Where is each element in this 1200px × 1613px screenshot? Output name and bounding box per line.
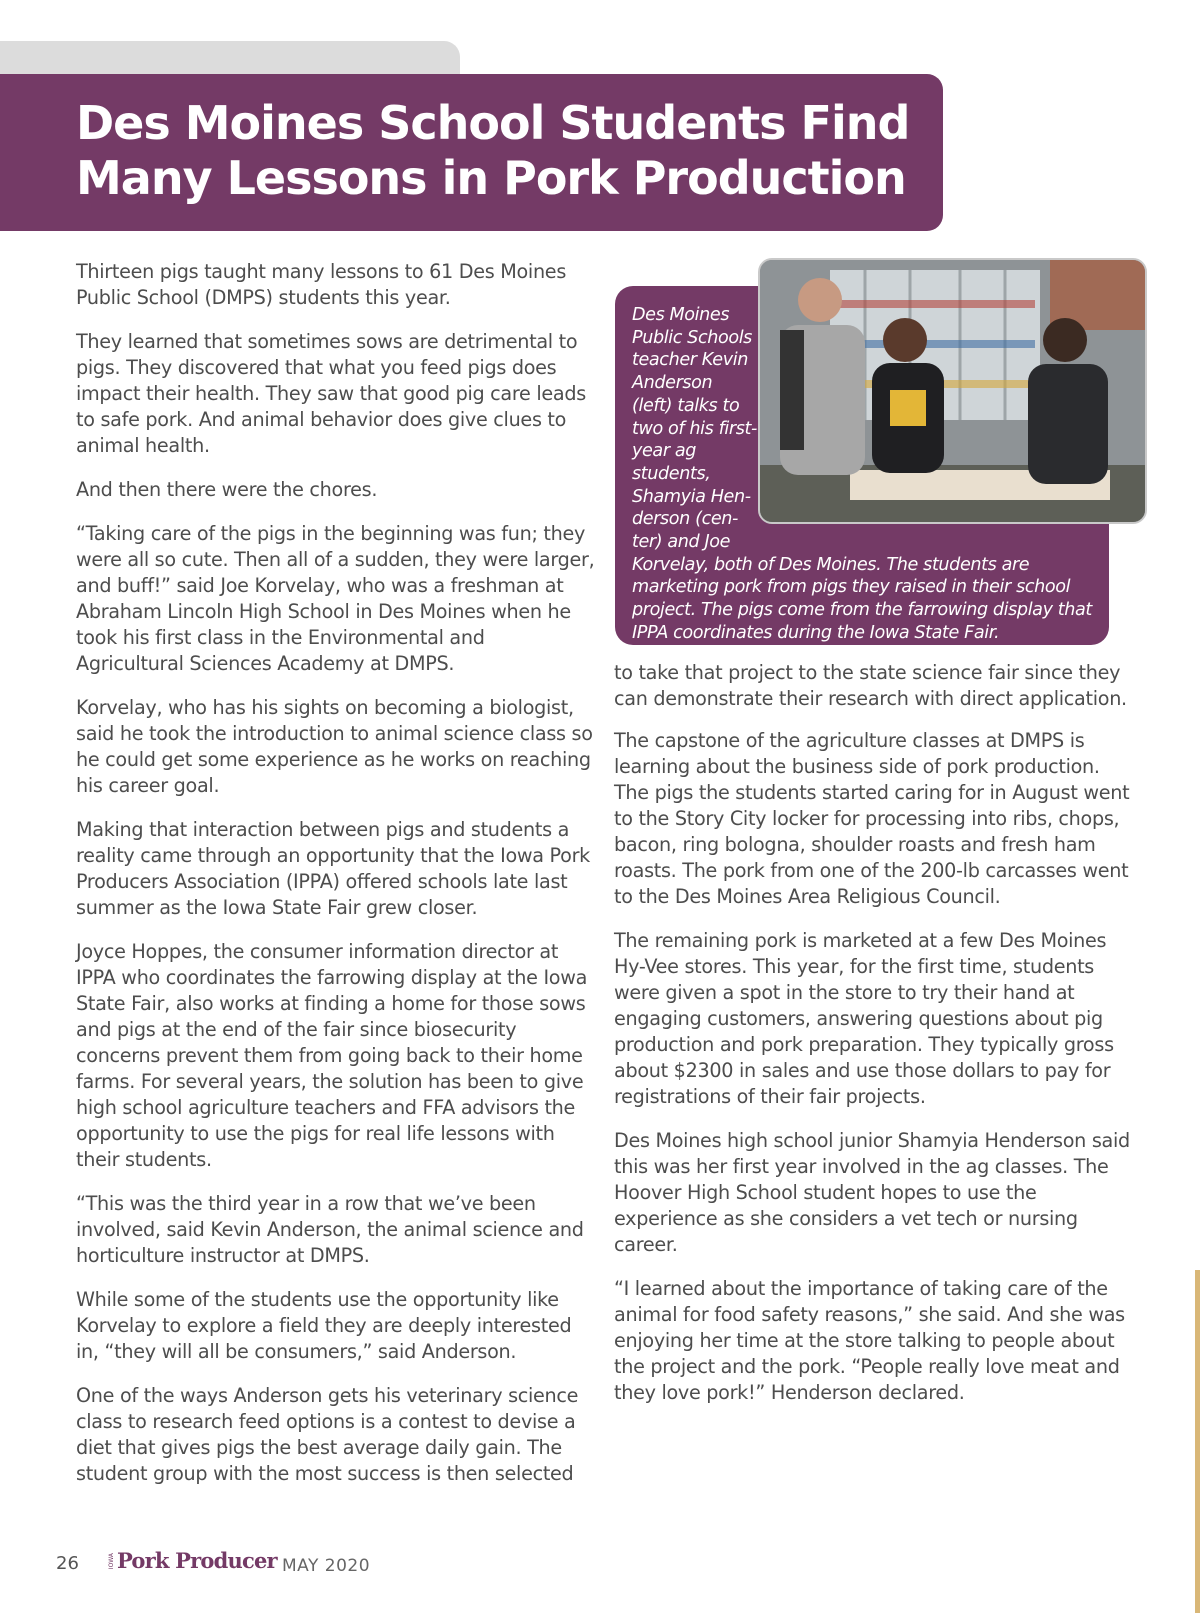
photo-store-scene [760, 260, 1145, 522]
logo-small-text: IOWA [108, 1553, 115, 1570]
paragraph: While some of the students use the opportunity like Korvelay to explore a field they are deeply interested in, “they will all be consumers,” said Anderson. [76, 1288, 572, 1363]
article-right-column [614, 728, 1134, 1424]
paragraph: Korvelay, who has his sights on becoming a biologist, said he took the introduction to animal science class so he could get some experience as he works on reaching his career goal. [76, 696, 593, 797]
article-left-column [76, 259, 596, 1505]
headline-line-2: Many Lessons in Pork Production [76, 151, 906, 205]
article-headline [76, 96, 936, 206]
paragraph: “Taking care of the pigs in the beginning was fun; they were all so cute. Then all of a sudden, they were larger, and buff!” said Joe Korvelay, who was a freshman at Abraham Lincoln High School in Des Moines when he took his first class in the Environmental and Agricultural Sciences Academy at DMPS. [76, 522, 595, 675]
article-photo [758, 258, 1147, 524]
page-edge-decoration [1195, 1270, 1200, 1613]
paragraph: One of the ways Anderson gets his veterinary science class to research feed options is a contest to devise a diet that gives pigs the best average daily gain. The student group with the most success is then selected [76, 1384, 579, 1485]
photo-caption-wide: Korvelay, both of Des Moines. The students are marketing pork from pigs they raised in their school project. The pigs come from the farrowing display that IPPA coordinates during the Iowa State Fair. [632, 554, 1092, 643]
paragraph: Thirteen pigs taught many lessons to 61 Des Moines Public School (DMPS) students this year. [76, 260, 567, 309]
paragraph: They learned that sometimes sows are detrimental to pigs. They discovered that what you feed pigs does impact their health. They saw that good pig care leads to safe pork. And animal behavior does give clues to animal health. [76, 330, 586, 457]
paragraph: “I learned about the importance of taking care of the animal for food safety reasons,” she said. And she was enjoying her time at the store talking to people about the project and the pork. “People really love meat and they love pork!” Henderson declared. [614, 1277, 1125, 1404]
paragraph: “This was the third year in a row that we’ve been involved, said Kevin Anderson, the animal science and horticulture instructor at DMPS. [76, 1192, 584, 1267]
page-number: 26 [56, 1553, 79, 1574]
paragraph: to take that project to the state science fair since they can demonstrate their research with direct application. [614, 661, 1127, 710]
paragraph: The remaining pork is marketed at a few Des Moines Hy-Vee stores. This year, for the first time, students were given a spot in the store to try their hand at engaging customers, answering questions about pig production and pork preparation. They typically gross about $2300 in sales and use those dollars to pay for registrations of their fair projects. [614, 929, 1114, 1108]
issue-date: MAY 2020 [282, 1556, 371, 1576]
photo-caption-narrow: Des Moines Public Schools teacher Kevin Anderson (left) talks to two of his first-year ag students, Shamyia Hen-derson (cen-ter) and Joe [632, 305, 757, 553]
article-right-continuation [614, 660, 1134, 730]
paragraph: And then there were the chores. [76, 478, 378, 501]
paragraph: The capstone of the agriculture classes at DMPS is learning about the business side of pork production. The pigs the students started caring for in August went to the Story City locker for processing into ribs, chops, bacon, ring bologna, shoulder roasts and fresh ham roasts. The pork from one of the 200-lb carcasses went to the Des Moines Area Religious Council. [614, 729, 1130, 908]
paragraph: Des Moines high school junior Shamyia Henderson said this was her first year involved in the ag classes. The Hoover High School student hopes to use the experience as she considers a vet tech or nursing career. [614, 1129, 1130, 1256]
headline-band [0, 74, 943, 231]
paragraph: Making that interaction between pigs and students a reality came through an opportunity that the Iowa Pork Producers Association (IPPA) offered schools late last summer as the Iowa State Fair grew closer. [76, 818, 590, 919]
logo-name: Pork Producer [117, 1548, 277, 1573]
paragraph: Joyce Hoppes, the consumer information director at IPPA who coordinates the farrowing display at the Iowa State Fair, also works at finding a home for those sows and pigs at the end of the fair since biosecurity concerns prevent them from going back to their home farms. For several years, the solution has been to give high school agriculture teachers and FFA advisors the opportunity to use the pigs for real life lessons with their students. [76, 940, 588, 1171]
headline-line-1: Des Moines School Students Find [76, 96, 910, 150]
